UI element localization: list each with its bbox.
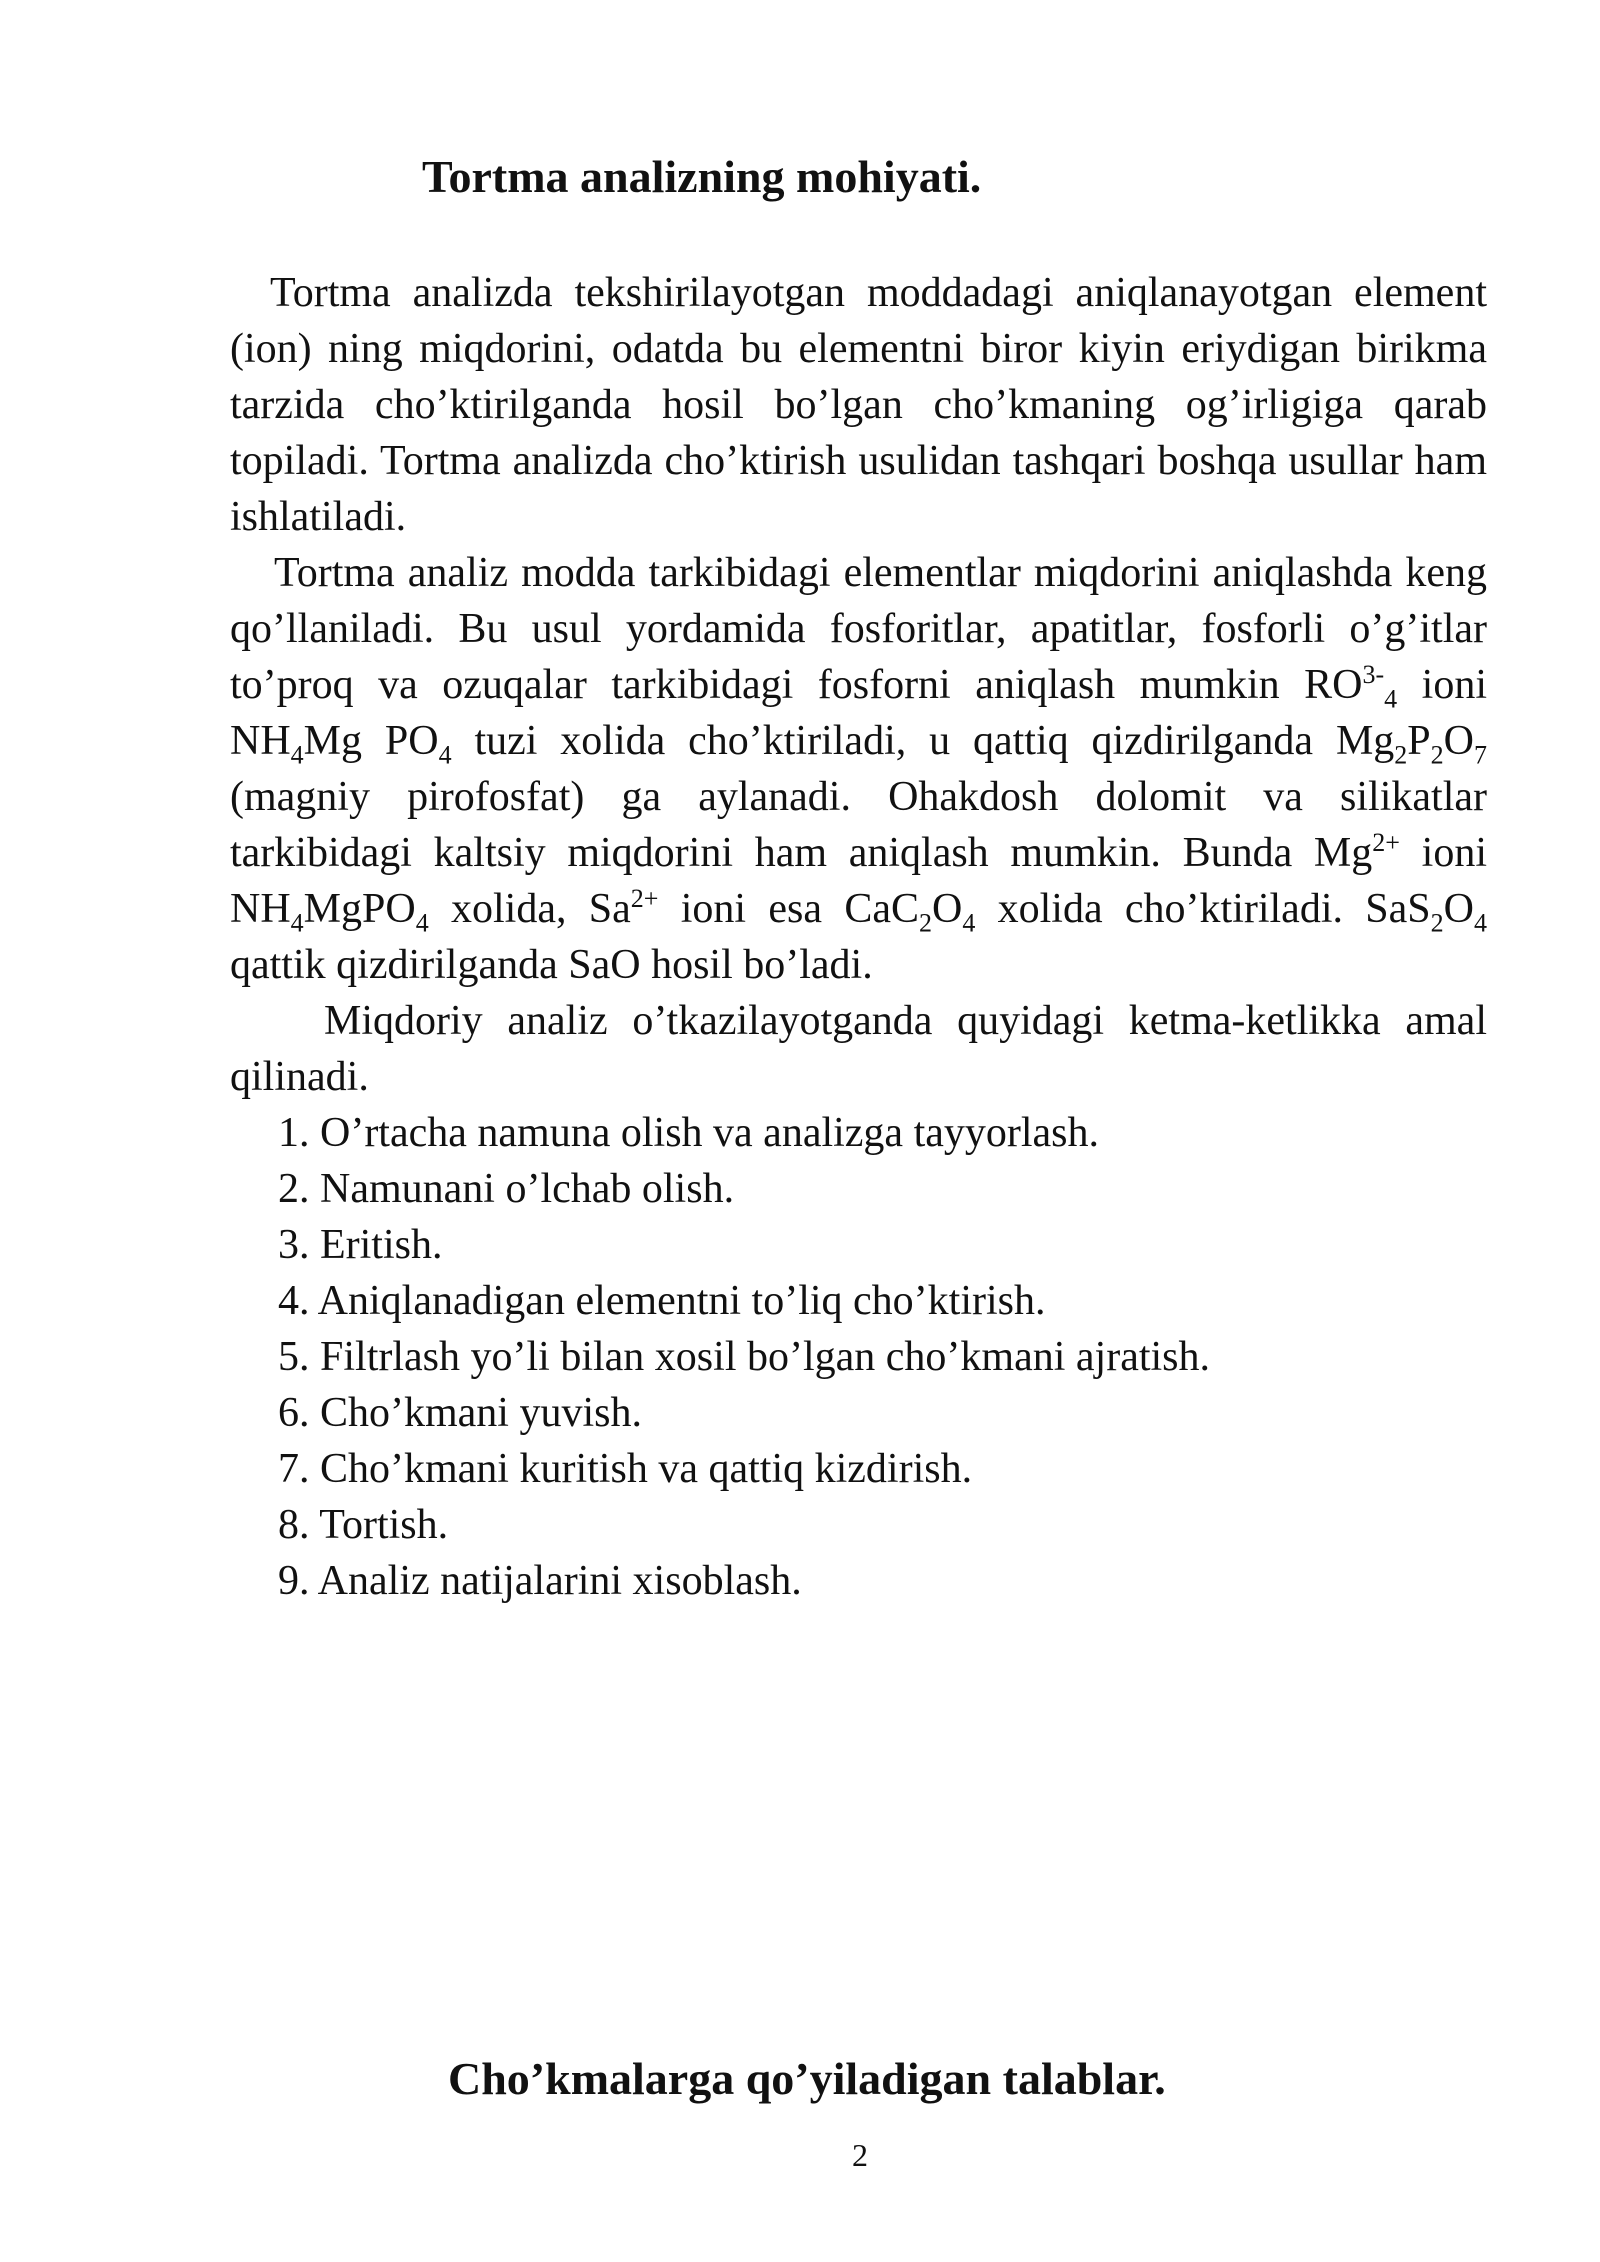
- text-segment: xolida cho’ktiriladi. SaS: [975, 886, 1431, 932]
- list-item: 5. Filtrlash yo’li bilan xosil bo’lgan cho’kmani ajratish.: [278, 1334, 1211, 1380]
- subscript: 4: [415, 908, 429, 938]
- page-number: 2: [852, 2137, 868, 2173]
- list-item: 7. Cho’kmani kuritish va qattiq kizdirish.: [278, 1446, 973, 1492]
- text-segment: Tortma analiz modda tarkibidagi elementlar miqdorini aniqlashda keng qo’llaniladi. Bu usul yordamida fosforitlar, apatitlar, fosforli o’g’itlar to’proq va ozuqalar tarkibidagi fosforni aniqlash mumkin RO: [230, 550, 1487, 708]
- text-segment: xolida, Sa: [428, 886, 631, 932]
- paragraph-intro: Tortma analizda tekshirilayotgan moddadagi aniqlanayotgan element (ion) ning miqdorini, odatda bu elementni biror kiyin eriydigan birikma tarzida cho’ktirilganda hosil bo’lgan cho’kmaning og’irligiga qarab topiladi. Tortma analizda cho’ktirish usulidan tashqari boshqa usullar ham ishlatiladi.: [230, 270, 1487, 540]
- list-item: 6. Cho’kmani yuvish.: [278, 1390, 642, 1436]
- superscript: 2+: [630, 884, 659, 913]
- text-segment: O: [1443, 718, 1474, 764]
- text-segment: (magniy pirofosfat) ga aylanadi. Ohakdosh dolomit va silikatlar tarkibidagi kaltsiy miqdorini ham aniqlash mumkin. Bunda Mg: [230, 774, 1487, 876]
- list-item: 8. Tortish.: [278, 1502, 449, 1548]
- paragraph-applications: [230, 545, 1487, 993]
- superscript: 3-: [1362, 660, 1385, 689]
- text-segment: O: [1443, 886, 1474, 932]
- subscript: 2: [1430, 908, 1444, 938]
- text-segment: ioni NH: [230, 830, 1487, 932]
- text-segment: ioni esa CaC: [658, 886, 919, 932]
- subscript: 4: [1474, 908, 1487, 938]
- subscript: 4: [290, 908, 304, 938]
- text-segment: P: [1407, 718, 1431, 764]
- text-segment: tuzi xolida cho’ktiriladi, u qattiq qizdirilganda Mg: [451, 718, 1395, 764]
- list-item: 4. Aniqlanadigan elementni to’liq cho’ktirish.: [278, 1278, 1046, 1324]
- text-segment: O: [931, 886, 963, 932]
- list-item: 1. O’rtacha namuna olish va analizga tayyorlash.: [278, 1110, 1100, 1156]
- subscript: 2: [1394, 740, 1408, 770]
- text-segment: MgPO: [303, 886, 416, 932]
- superscript: 2+: [1372, 828, 1400, 857]
- text-segment: Mg PO: [303, 718, 439, 764]
- subscript: 4: [962, 908, 976, 938]
- list-item: 2. Namunani o’lchab olish.: [278, 1166, 735, 1212]
- text-segment: qattik qizdirilganda SaO hosil bo’ladi.: [230, 942, 873, 988]
- subscript: 4: [1384, 684, 1398, 714]
- paragraph-sequence-intro: Miqdoriy analiz o’tkazilayotganda quyidagi ketma-ketlikka amal qilinadi.: [230, 998, 1487, 1100]
- subscript: 7: [1474, 740, 1487, 770]
- list-item: 3. Eritish.: [278, 1222, 443, 1268]
- subscript: 2: [918, 908, 932, 938]
- subscript: 4: [438, 740, 452, 770]
- text-segment: ioni NH: [230, 662, 1487, 764]
- subscript: 4: [290, 740, 304, 770]
- subscript: 2: [1430, 740, 1444, 770]
- section-heading-gravimetric-essence: Tortma analizning mohiyati.: [422, 151, 982, 202]
- list-item: 9. Analiz natijalarini xisoblash.: [278, 1558, 802, 1604]
- section-heading-precipitate-requirements: Cho’kmalarga qo’yiladigan talablar.: [448, 2053, 1166, 2104]
- analysis-steps-list: [230, 1105, 1487, 1609]
- body-text: [230, 265, 1487, 1609]
